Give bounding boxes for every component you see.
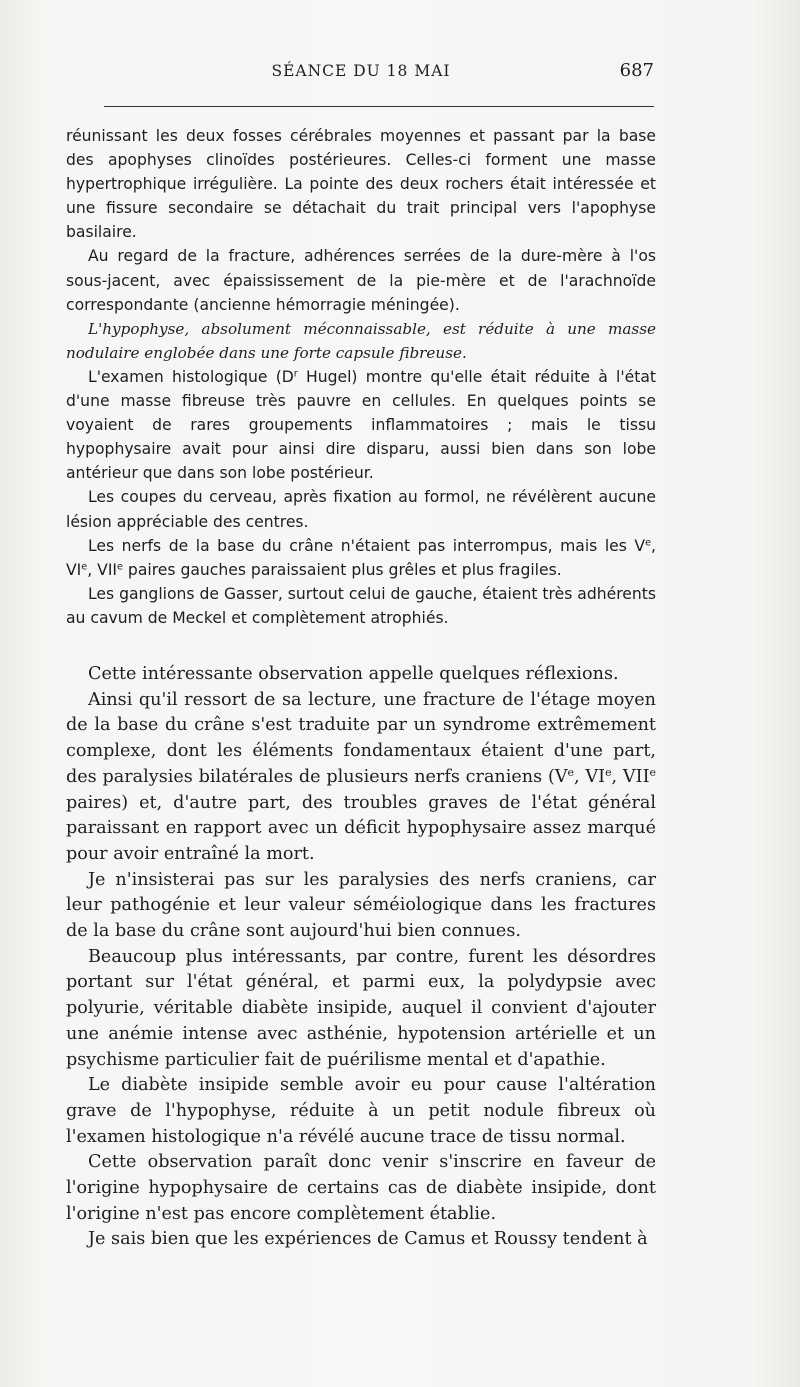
header-rule xyxy=(104,106,654,107)
notes-italic-paragraph: L'hypophyse, absolument méconnaissable, est réduite à une masse nodulaire englobée dans une forte capsule fibreuse. xyxy=(66,319,656,362)
body-paragraph: Le diabète insipide semble avoir eu pour cause l'altération grave de l'hypophyse, réduite à un petit nodule fibreux où l'examen histologique n'a révélé aucune trace de tissu normal. xyxy=(66,1075,656,1147)
observation-notes xyxy=(66,124,656,630)
notes-paragraph: Les ganglions de Gasser, surtout celui de gauche, étaient très adhérents au cavum de Meckel et complètement atrophiés. xyxy=(66,584,656,627)
body-paragraph: Je n'insisterai pas sur les paralysies des nerfs craniens, car leur pathogénie et leur valeur séméiologique dans les fractures de la base du crâne sont aujourd'hui bien connues. xyxy=(66,869,656,942)
notes-paragraph: réunissant les deux fosses cérébrales moyennes et passant par la base des apophyses clinoïdes postérieures. Celles-ci forment une masse hypertrophique irrégulière. La pointe des deux rochers était intéressée et une fissure secondaire se détachait du trait principal vers l'apophyse basilaire. xyxy=(66,127,656,242)
page-number: 687 xyxy=(619,60,654,81)
main-text xyxy=(66,662,656,1253)
notes-paragraph: Au regard de la fracture, adhérences serrées de la dure-mère à l'os sous-jacent, avec épaississement de la pie-mère et de l'arachnoïde correspondante (ancienne hémorragie méningée). xyxy=(66,247,656,314)
body-paragraph: Ainsi qu'il ressort de sa lecture, une fracture de l'étage moyen de la base du crâne s'est traduite par un syndrome extrêmement complexe, dont les éléments fondamentaux étaient d'une part, des paralysies bilatérales de plusieurs nerfs craniens (Ve, VIe, VIIe paires) et, d'autre part, des troubles graves de l'état général paraissant en rapport avec un déficit hypophysaire assez marqué pour avoir entraîné la mort. xyxy=(66,689,656,864)
body-paragraph: Cette observation paraît donc venir s'inscrire en faveur de l'origine hypophysaire de certains cas de diabète insipide, dont l'origine n'est pas encore complètement établie. xyxy=(66,1152,656,1224)
running-header xyxy=(66,62,656,88)
body-paragraph: Je sais bien que les expériences de Camus et Roussy tendent à xyxy=(88,1229,648,1250)
notes-paragraph: L'examen histologique ($D^r$ Hugel) montre qu'elle était réduite à l'état d'une masse fibreuse très pauvre en cellules. En quelques points se voyaient de rares groupements inflammatoires ; mais le tissu hypophysaire avait pour ainsi dire disparu, aussi bien dans son lobe antérieur que dans son lobe postérieur. xyxy=(66,367,656,483)
header-title: SÉANCE DU 18 MAI xyxy=(271,62,451,80)
notes-paragraph: Les coupes du cerveau, après fixation au formol, ne révélèrent aucune lésion appréciable des centres. xyxy=(66,488,656,531)
body-paragraph: Beaucoup plus intéressants, par contre, furent les désordres portant sur l'état général, et parmi eux, la polydypsie avec polyurie, véritable diabète insipide, auquel il convient d'ajouter une anémie intense avec asthénie, hypotension artérielle et un psychisme particulier fait de puérilisme mental et d'apathie. xyxy=(66,946,656,1070)
notes-paragraph: Les nerfs de la base du crâne n'étaient pas interrompus, mais les Ve, VIe, VIIe paires gauches paraissaient plus grêles et plus fragiles. xyxy=(66,536,656,579)
body-paragraph: Cette intéressante observation appelle quelques réflexions. xyxy=(88,664,619,684)
